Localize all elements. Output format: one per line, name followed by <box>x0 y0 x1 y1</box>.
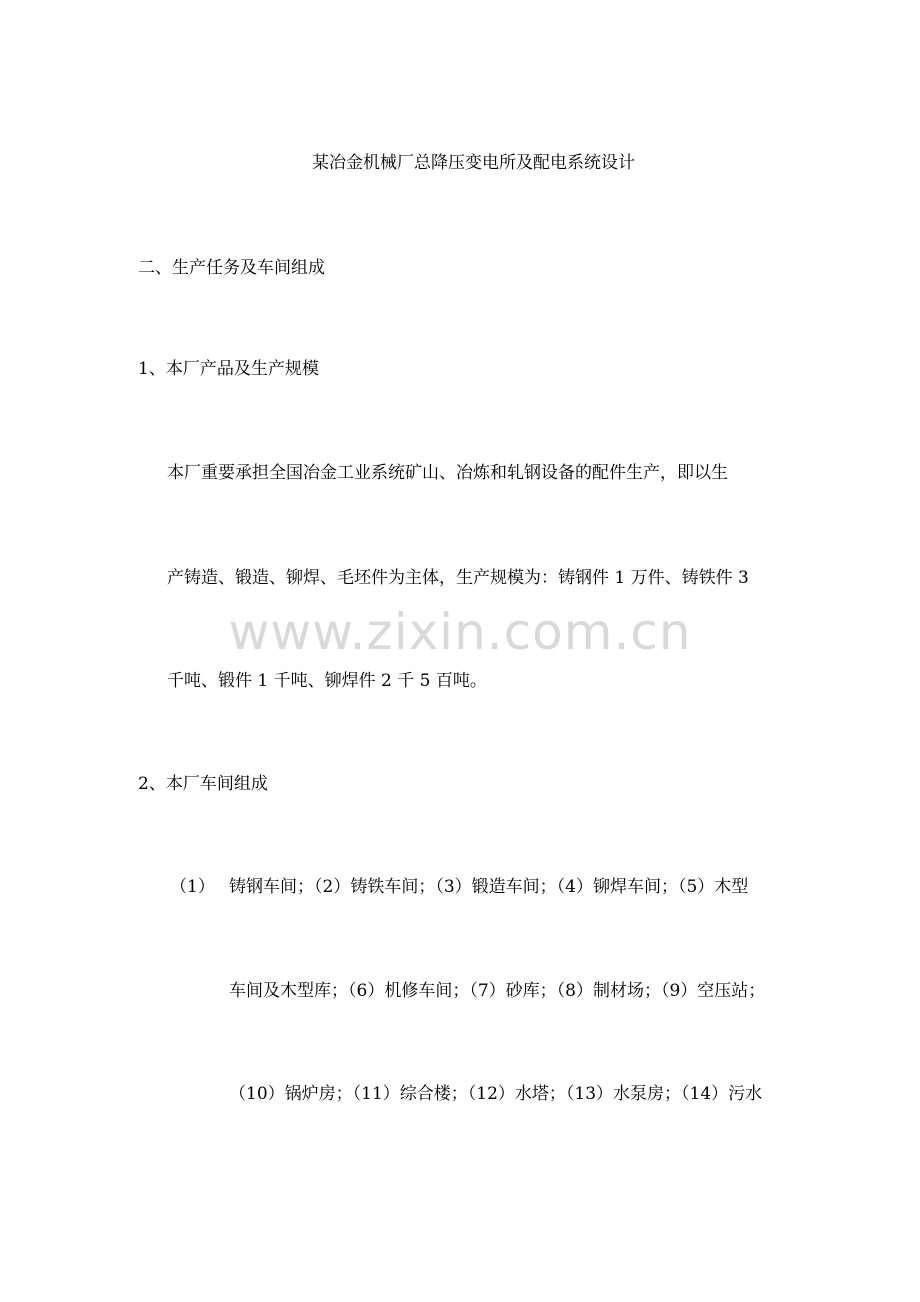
paragraph-line-3: 千吨、锻件 1 千吨、铆焊件 2 千 5 百吨。 <box>167 671 487 691</box>
paragraph-line-1: 本厂重要承担全国冶金工业系统矿山、冶炼和轧钢设备的配件生产，即以生 <box>167 463 728 483</box>
list-line-1: 铸钢车间；（2）铸铁车间；（3）锻造车间；（4）铆焊车间；（5）木型 <box>229 877 749 897</box>
watermark: www.zixin.com.cn <box>228 603 692 661</box>
list-marker: （1） <box>170 877 215 897</box>
subsection-heading-1: 1、本厂产品及生产规模 <box>138 359 319 379</box>
list-line-3: （10）锅炉房；（11）综合楼；（12）水塔；（13）水泵房；（14）污水 <box>229 1084 763 1104</box>
document-title: 某冶金机械厂总降压变电所及配电系统设计 <box>312 153 635 173</box>
subsection-heading-2: 2、本厂车间组成 <box>138 774 268 794</box>
paragraph-line-2: 产铸造、锻造、铆焊、毛坯件为主体，生产规模为：铸钢件 1 万件、铸铁件 3 <box>167 568 749 588</box>
section-heading: 二、生产任务及车间组成 <box>138 258 325 278</box>
list-line-2: 车间及木型库；（6）机修车间；（7）砂库；（8）制材场；（9）空压站； <box>229 981 766 1001</box>
